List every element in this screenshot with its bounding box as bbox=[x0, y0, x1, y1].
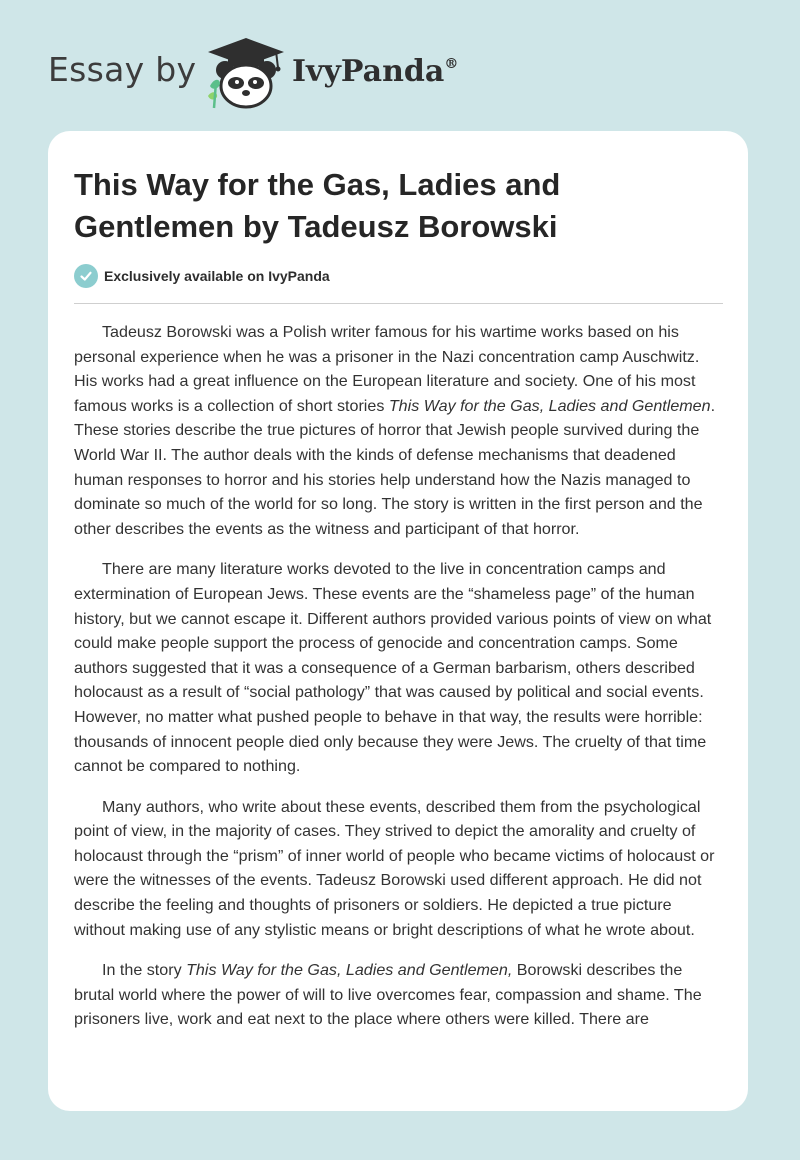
paragraph-text: In the story bbox=[102, 961, 187, 980]
essay-body bbox=[74, 320, 724, 1048]
paragraph: There are many literature works devoted to the live in concentration camps and extermination of European Jews. These events are the “shameless page” of the human history, but we cannot escape it. Different authors provided various points of view on what could make people support the process of genocide and concentration camps. Some authors suggested that it was a consequence of a German barbarism, others described holocaust as a result of “social pathology” that was caused by political and social events. However, no matter what pushed people to behave in that way, the results were horrible: thousands of innocent people died only because they were Jews. The cruelty of that time cannot be compared to nothing. bbox=[74, 560, 712, 776]
site-header bbox=[0, 0, 800, 120]
brand-text: IvyPanda bbox=[292, 54, 445, 89]
exclusive-label: Exclusively available on IvyPanda bbox=[104, 268, 330, 284]
paragraph-text: . These stories describe the true pictures of horror that Jewish people survived during the World War II. The author deals with the kinds of defense mechanisms that deadened human responses to horror and his stories help understand how the Nazis managed to dominate so much of the world for so long. The story is written in the first person and the other describes the events as the witness and participant of that horror. bbox=[74, 396, 716, 538]
paragraph bbox=[74, 958, 724, 1032]
paragraph-text: Borowski describes the brutal world where the power of will to live overcomes fear, compassion and shame. The prisoners live, work and eat next to the place where others were killed. There are bbox=[74, 961, 702, 1029]
brand-name[interactable] bbox=[292, 54, 458, 89]
paragraph: Many authors, who write about these events, described them from the psychological point of view, in the majority of cases. They strived to depict the amorality and cruelty of holocaust through the “prism” of inner world of people who became victims of holocaust or were the witnesses of the events. Tadeusz Borowski used different approach. He did not describe the feeling and thoughts of prisoners or soldiers. He depicted a true picture without making use of any stylistic means or bright descriptions of what he wrote about. bbox=[74, 797, 715, 939]
essay-by-label: Essay by bbox=[48, 50, 197, 89]
registered-mark: ® bbox=[444, 56, 459, 72]
exclusive-badge bbox=[74, 264, 330, 288]
panda-graduate-icon bbox=[200, 34, 290, 110]
paragraph-text: Tadeusz Borowski was a Polish writer famous for his wartime works based on his personal experience when he was a prisoner in the Nazi concentration camp Auschwitz. His works had a great influence on the European literature and society. One of his most famous works is a collection of short stories bbox=[74, 323, 700, 415]
ivypanda-logo[interactable] bbox=[200, 34, 290, 110]
essay-title: This Way for the Gas, Ladies and Gentlemen by Tadeusz Borowski bbox=[74, 167, 561, 244]
essay-card bbox=[48, 131, 748, 1111]
book-title: This Way for the Gas, Ladies and Gentlemen bbox=[388, 396, 711, 415]
divider bbox=[74, 303, 723, 304]
paragraph bbox=[74, 320, 724, 541]
book-title: This Way for the Gas, Ladies and Gentlemen, bbox=[186, 961, 513, 980]
check-icon bbox=[74, 264, 98, 288]
